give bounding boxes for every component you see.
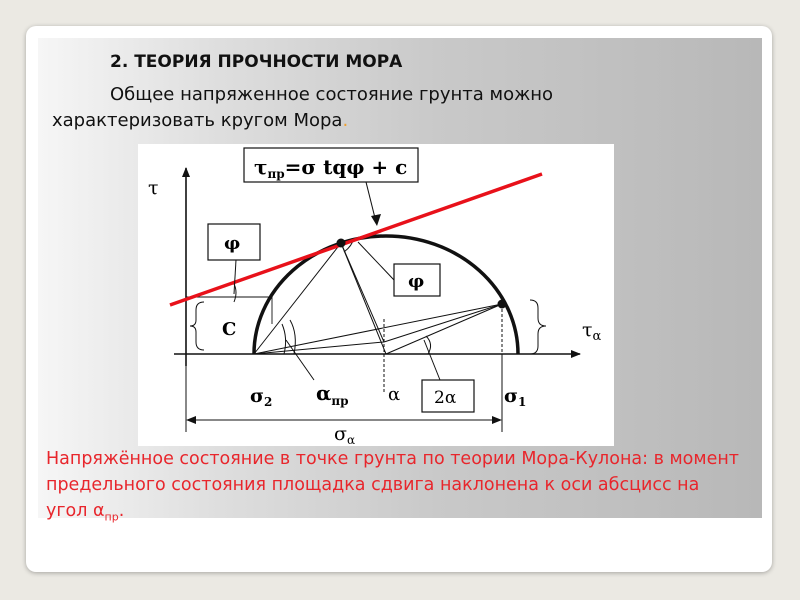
- intro-text-line-1: Общее напряженное состояние грунта можно: [110, 84, 554, 105]
- tau-alpha-right-brace: [530, 300, 546, 354]
- chord-sigma2-to-point: [254, 304, 502, 354]
- alpha-pr-label: α: [316, 381, 332, 405]
- mohr-circle-figure: [138, 144, 614, 446]
- alpha-label: α: [388, 384, 401, 405]
- slide-heading: 2. ТЕОРИЯ ПРОЧНОСТИ МОРА: [110, 52, 403, 72]
- sigma1-label: σ: [504, 385, 519, 407]
- svg-text:σα: [334, 423, 355, 446]
- slide-caption: [46, 446, 746, 531]
- phi-box-label: φ: [224, 233, 241, 254]
- stress-point: [498, 300, 507, 309]
- angle-arc-alpha-pr: [282, 324, 286, 354]
- svg-text:τα: [582, 319, 602, 344]
- svg-text:σ2: [250, 385, 272, 409]
- intro-text-line-2-text: характеризовать кругом Мора: [52, 110, 343, 131]
- alpha-pr-pointer: [286, 340, 314, 380]
- mohr-half-circle: [254, 236, 518, 354]
- two-alpha-label: 2α: [434, 388, 457, 408]
- sigma-alpha-left-arrow: [186, 416, 196, 424]
- two-alpha-pointer: [424, 340, 440, 380]
- mohr-circle-diagram: [138, 144, 614, 446]
- cohesion-label: C: [222, 319, 237, 340]
- cohesion-left-brace: [190, 302, 204, 350]
- tau-alpha-subscript: α: [592, 329, 602, 344]
- chord-point-to-alpha: [384, 304, 502, 342]
- formula-pointer-arrow: [371, 214, 381, 226]
- caption-subscript: пр: [104, 510, 119, 524]
- caption-period: .: [118, 501, 125, 521]
- alpha-pr-subscript: пр: [331, 394, 349, 408]
- formula-tau: τ: [254, 155, 268, 179]
- tangent-point: [337, 239, 346, 248]
- sigma2-label: σ: [250, 385, 265, 407]
- tau-axis-label: τ: [148, 177, 159, 199]
- sigma-alpha-subscript: α: [346, 433, 356, 446]
- svg-text:σ1: [504, 385, 526, 409]
- sigma2-subscript: 2: [264, 395, 273, 409]
- intro-text-line-2: [52, 110, 348, 131]
- formula-tau-subscript: пр: [267, 167, 285, 181]
- radius-to-point: [386, 304, 502, 354]
- alpha-pr-line: [254, 342, 384, 354]
- svg-text:αпр: [316, 381, 349, 408]
- phi-callout-label: φ: [408, 271, 425, 292]
- sigma-alpha-right-arrow: [492, 416, 502, 424]
- sigma-alpha-label: σ: [334, 423, 347, 445]
- sigma1-subscript: 1: [518, 395, 527, 409]
- caption-text: Напряжённое состояние в точке грунта по теории Мора-Кулона: в момент предельного состояния площадка сдвига наклонена к оси абсцисс на угол α: [46, 449, 739, 521]
- chord-tangent-to-alpha: [341, 243, 384, 342]
- formula-expression: =σ tqφ + c: [284, 155, 408, 179]
- intro-text-period: .: [342, 110, 349, 131]
- phi-callout-pointer: [358, 242, 394, 280]
- tau-alpha-label: τ: [582, 319, 593, 341]
